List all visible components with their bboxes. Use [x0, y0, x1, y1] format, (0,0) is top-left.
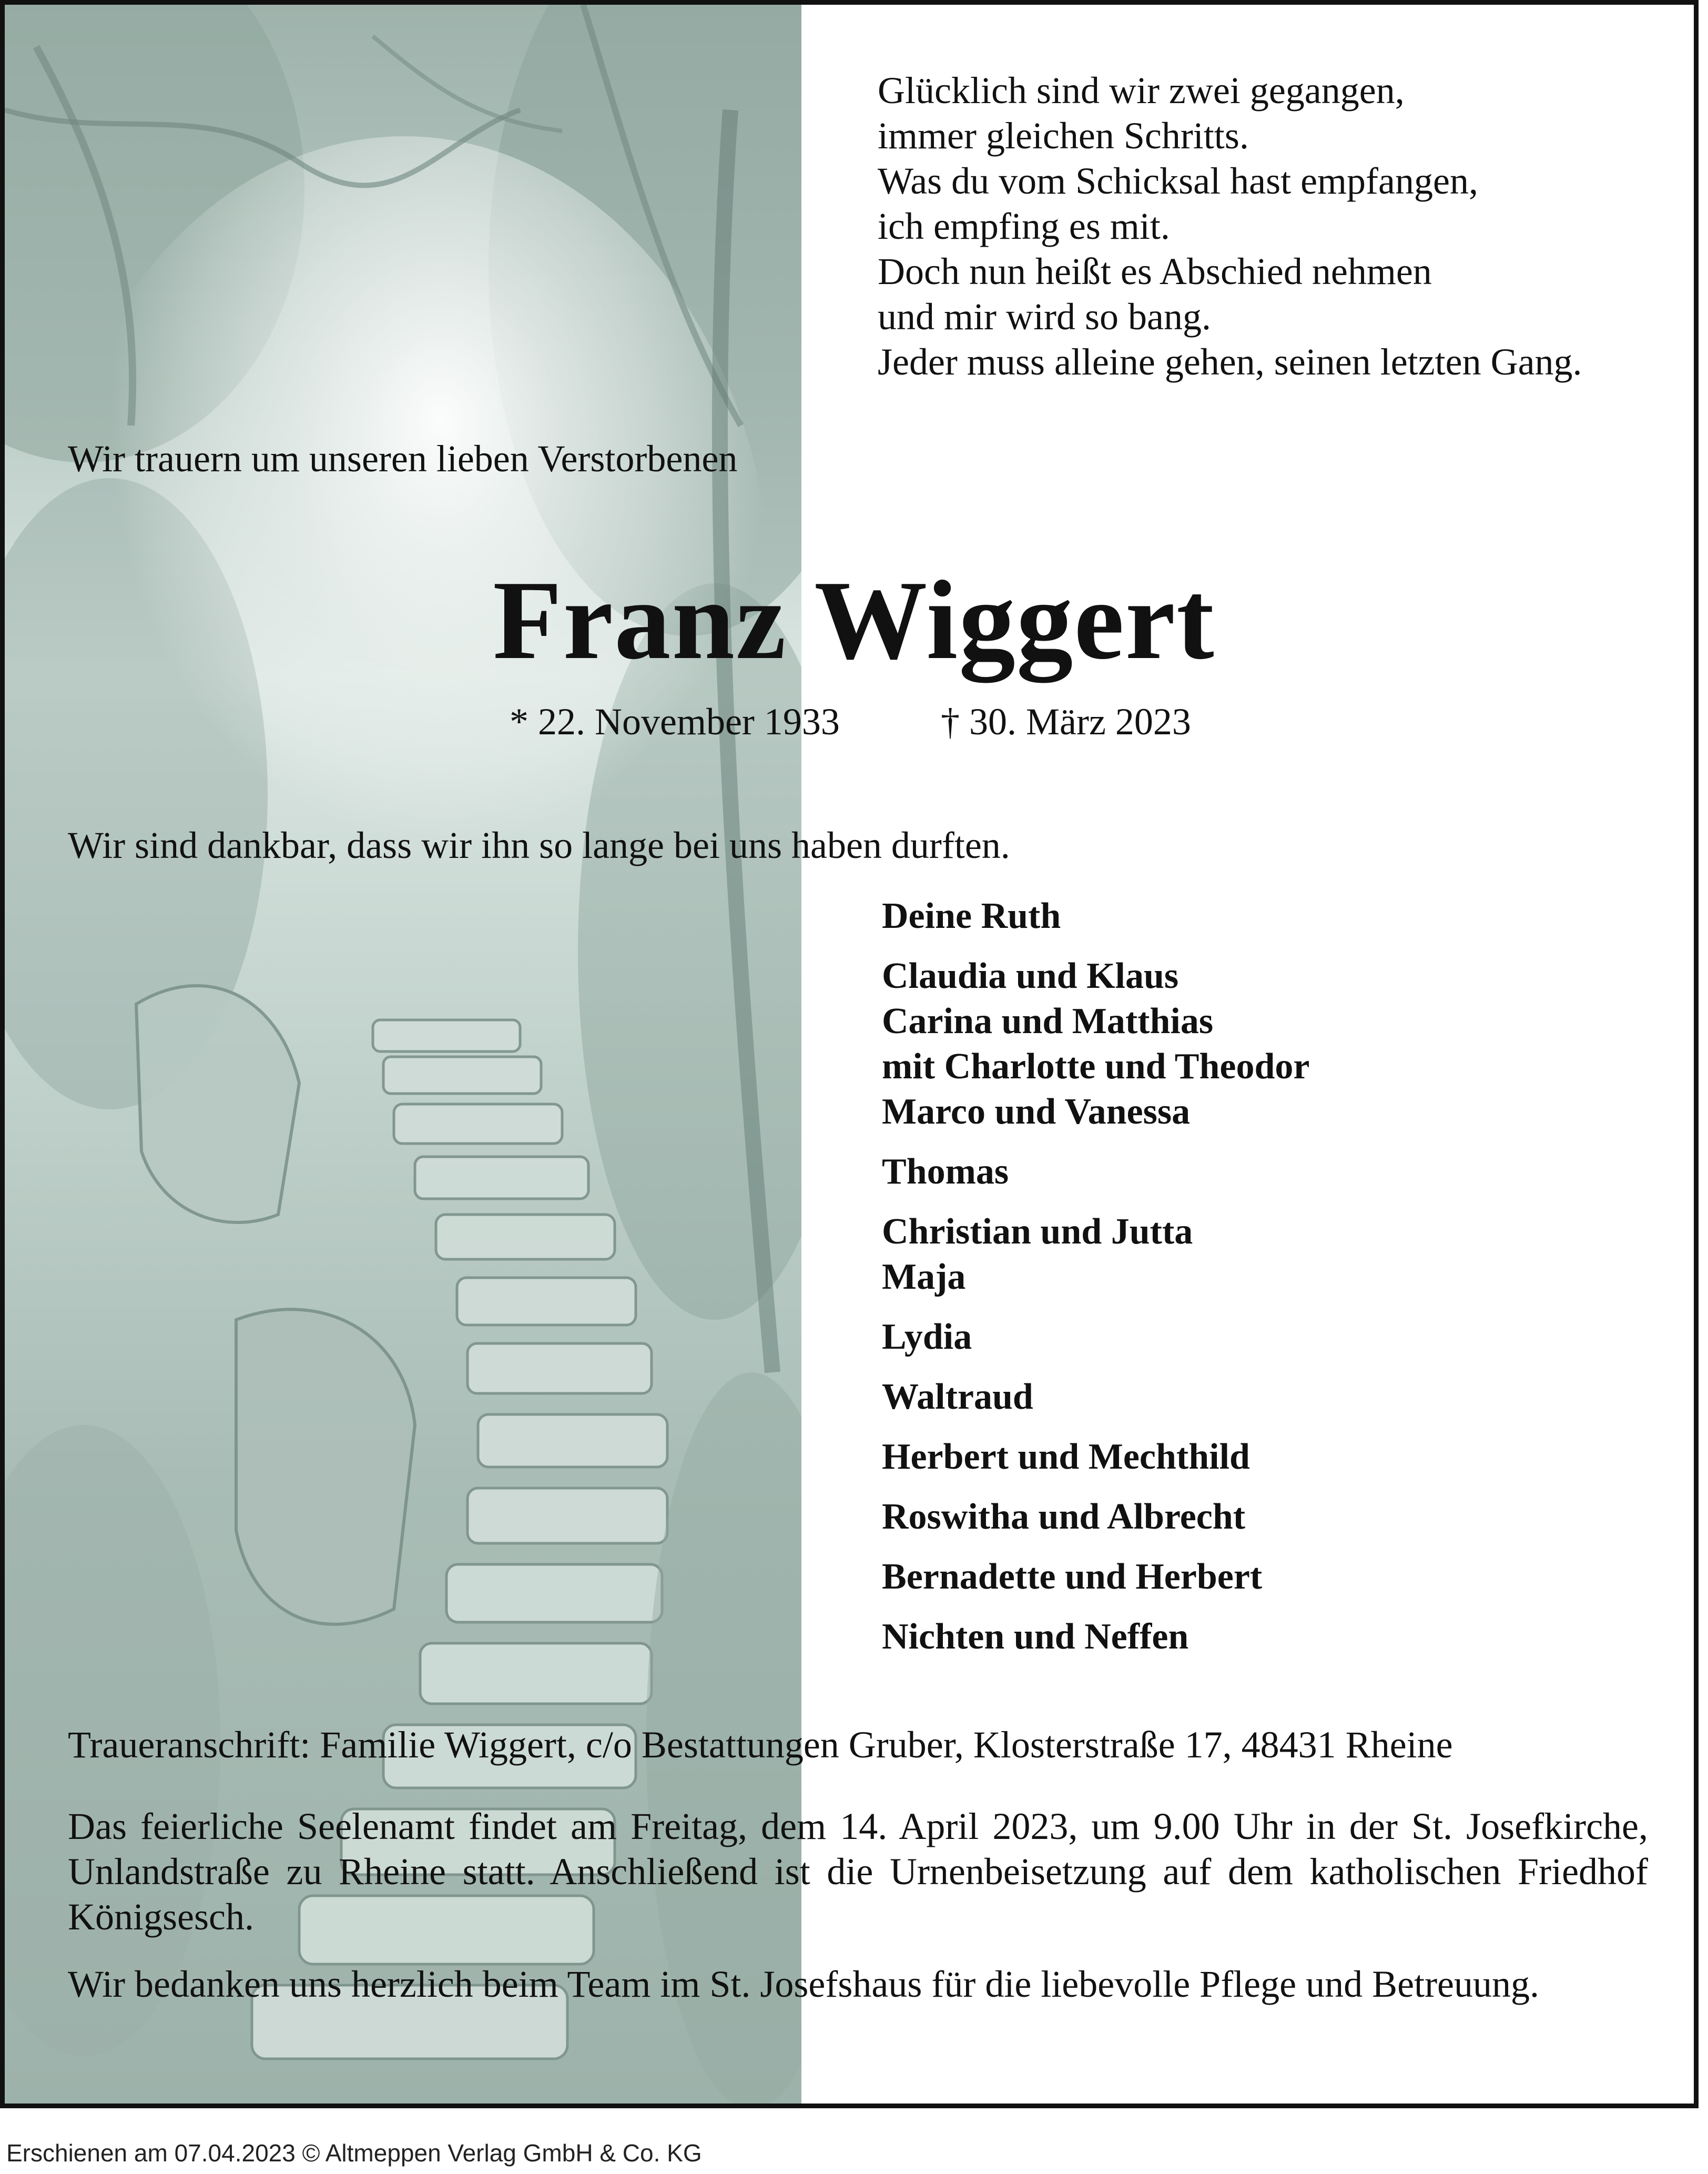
poem-line: ich empfing es mit. [878, 205, 1170, 247]
mourner-group [882, 1614, 1309, 1660]
mourner-group [882, 1149, 1309, 1195]
mourners-list [882, 894, 1309, 1674]
mourner-name: Waltraud [882, 1377, 1033, 1417]
stone-stairs-illustration [5, 5, 801, 2104]
mourner-name: Bernadette und Herbert [882, 1556, 1263, 1597]
mourner-name: Thomas [882, 1151, 1009, 1192]
poem-line: und mir wird so bang. [878, 296, 1211, 338]
mourner-name: Maja [882, 1257, 966, 1297]
background-photo-stone-stairs [5, 5, 801, 2104]
poem [878, 68, 1582, 385]
mourner-group [882, 1314, 1309, 1360]
poem-line: immer gleichen Schritts. [878, 115, 1249, 157]
mourner-group [882, 1374, 1309, 1420]
mourner-name: Herbert und Mechthild [882, 1437, 1250, 1477]
mourner-group [882, 1209, 1309, 1300]
mourner-name: Nichten und Neffen [882, 1616, 1189, 1657]
mourner-name: Roswitha und Albrecht [882, 1496, 1246, 1537]
mourner-name: Marco und Vanessa [882, 1091, 1191, 1132]
poem-line: Jeder muss alleine gehen, seinen letzten Gang. [878, 341, 1582, 383]
mourner-name: Lydia [882, 1317, 972, 1357]
mourner-group [882, 1434, 1309, 1480]
mourner-group [882, 1494, 1309, 1540]
poem-line: Glücklich sind wir zwei gegangen, [878, 69, 1405, 112]
mourner-name: mit Charlotte und Theodor [882, 1046, 1310, 1087]
thanks-line: Wir sind dankbar, dass wir ihn so lange bei uns haben durften. [68, 824, 1010, 866]
service-announcement: Das feierliche Seelenamt findet am Freitag, dem 14. April 2023, um 9.00 Uhr in der St. Josefkirche, Unlandstraße zu Rheine statt. Anschließend ist die Urnenbeisetzung auf dem katholischen Friedhof Königsesch. [68, 1805, 1648, 1938]
mourner-name: Claudia und Klaus [882, 956, 1179, 996]
intro-text: Wir trauern um unseren lieben Verstorbenen [68, 438, 738, 480]
publication-footer: Erschienen am 07.04.2023 © Altmeppen Verlag GmbH & Co. KG [6, 2139, 702, 2167]
gratitude-text: Wir bedanken uns herzlich beim Team im St. Josefshaus für die liebevolle Pflege und Betreuung. [68, 1963, 1540, 2005]
birth-date: * 22. November 1933 [510, 701, 840, 743]
mourner-name: Christian und Jutta [882, 1211, 1193, 1252]
deceased-name: Franz Wiggert [493, 557, 1215, 683]
mourner-name: Deine Ruth [882, 896, 1061, 936]
mourner-name: Carina und Matthias [882, 1001, 1214, 1042]
mourner-group [882, 894, 1309, 939]
poem-line: Doch nun heißt es Abschied nehmen [878, 250, 1432, 292]
death-date: † 30. März 2023 [941, 701, 1191, 743]
poem-line: Was du vom Schicksal hast empfangen, [878, 160, 1478, 202]
mourner-group [882, 1554, 1309, 1600]
mourning-address: Traueranschrift: Familie Wiggert, c/o Bestattungen Gruber, Klosterstraße 17, 48431 Rheine [68, 1724, 1453, 1766]
mourner-group [882, 954, 1309, 1135]
